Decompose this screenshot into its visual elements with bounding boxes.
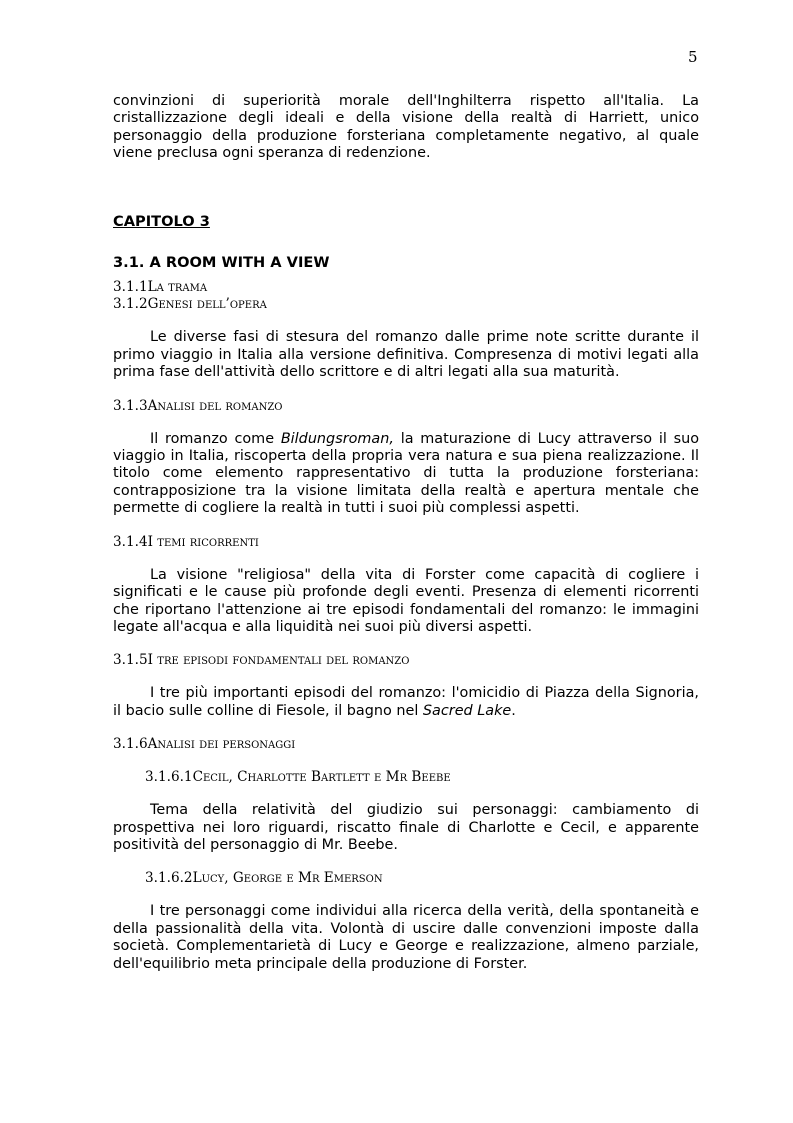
text-run: la maturazione di Lucy attraverso il suo viaggio in Italia, riscoperta della propria vera natura e sua piena realizzazione. Il titolo come elemento rappresentativo di tutta la produzione forsteriana: contrapposizione tra la visione limitata della realtà e apertura mentale che permette di cogliere la realtà in tutti i suoi più complessi aspetti.: [113, 430, 699, 517]
subsubsection-number: 3.1.6.2: [145, 870, 193, 887]
body-paragraph: Le diverse fasi di stesura del romanzo dalle prime note scritte durante il primo viaggio in Italia alla versione definitiva. Compresenza di motivi legati alla prima fase dell'attività dello scrittore e di altri legati alla sua maturità.: [113, 329, 699, 381]
page-number: 5: [688, 48, 698, 66]
subsection-number: 3.1.4: [113, 533, 148, 550]
italic-term: Sacred Lake: [422, 702, 512, 719]
subsection-heading: [113, 652, 699, 669]
subsection-title: La trama: [147, 279, 208, 296]
italic-term: Bildungsroman,: [280, 430, 394, 447]
subsection-heading: [113, 736, 699, 753]
subsection-title: I temi ricorrenti: [147, 533, 259, 550]
subsection-heading: [113, 279, 699, 296]
body-paragraph: [113, 685, 699, 720]
subsection-heading: [113, 296, 699, 313]
document-body: [113, 93, 699, 973]
body-paragraph: La visione "religiosa" della vita di Forster come capacità di cogliere i significati e le cause più profonde degli eventi. Presenza di elementi ricorrenti che riportano l'attenzione ai tre episodi fondamentali del romanzo: le immagini legate all'acqua e alla liquidità nei suoi più diversi aspetti.: [113, 566, 699, 635]
chapter-title: CAPITOLO 3: [113, 212, 210, 230]
subsection-title: I tre episodi fondamentali del romanzo: [147, 652, 410, 669]
subsubsection-heading: [145, 769, 699, 786]
subsubsection-number: 3.1.6.1: [145, 769, 193, 786]
subsection-number: 3.1.6: [113, 736, 148, 753]
subsection-number: 3.1.3: [113, 397, 148, 414]
subsubsection-title: Cecil, Charlotte Bartlett e Mr Beebe: [192, 769, 451, 786]
subsection-heading: [113, 534, 699, 551]
subsubsection-heading: [145, 870, 699, 887]
body-paragraph: Tema della relatività del giudizio sui personaggi: cambiamento di prospettiva nei loro riguardi, riscatto finale di Charlotte e Cecil, e apparente positività del personaggio di Mr. Beebe.: [113, 802, 699, 853]
text-run: .: [511, 702, 516, 719]
subsection-title: Analisi del romanzo: [147, 397, 283, 414]
intro-paragraph: convinzioni di superiorità morale dell'Inghilterra rispetto all'Italia. La cristallizzazione degli ideali e della visione della realtà di Harriett, unico personaggio della produzione forsteriana completamente negativo, al quale viene preclusa ogni speranza di redenzione.: [113, 93, 699, 162]
subsection-number: 3.1.2: [113, 296, 148, 313]
subsubsection-title: Lucy, George e Mr Emerson: [192, 870, 383, 887]
text-run: Il romanzo come: [150, 430, 281, 447]
subsection-title: Genesi dell’opera: [147, 296, 267, 313]
text-run: I tre più importanti episodi del romanzo: l'omicidio di Piazza della Signoria, il bacio sulle colline di Fiesole, il bagno nel: [113, 685, 699, 719]
subsection-number: 3.1.5: [113, 652, 148, 669]
body-paragraph: [113, 431, 699, 518]
subsection-heading: [113, 398, 699, 415]
body-paragraph: I tre personaggi come individui alla ricerca della verità, della spontaneità e della passionalità della vita. Volontà di uscire dalle convenzioni imposte dalla società. Complementarietà di Lucy e George e realizzazione, almeno parziale, dell'equilibrio meta principale della produzione di Forster.: [113, 903, 699, 972]
subsection-number: 3.1.1: [113, 279, 148, 296]
subsection-title: Analisi dei personaggi: [147, 736, 296, 753]
section-title: 3.1. A ROOM WITH A VIEW: [113, 254, 330, 272]
